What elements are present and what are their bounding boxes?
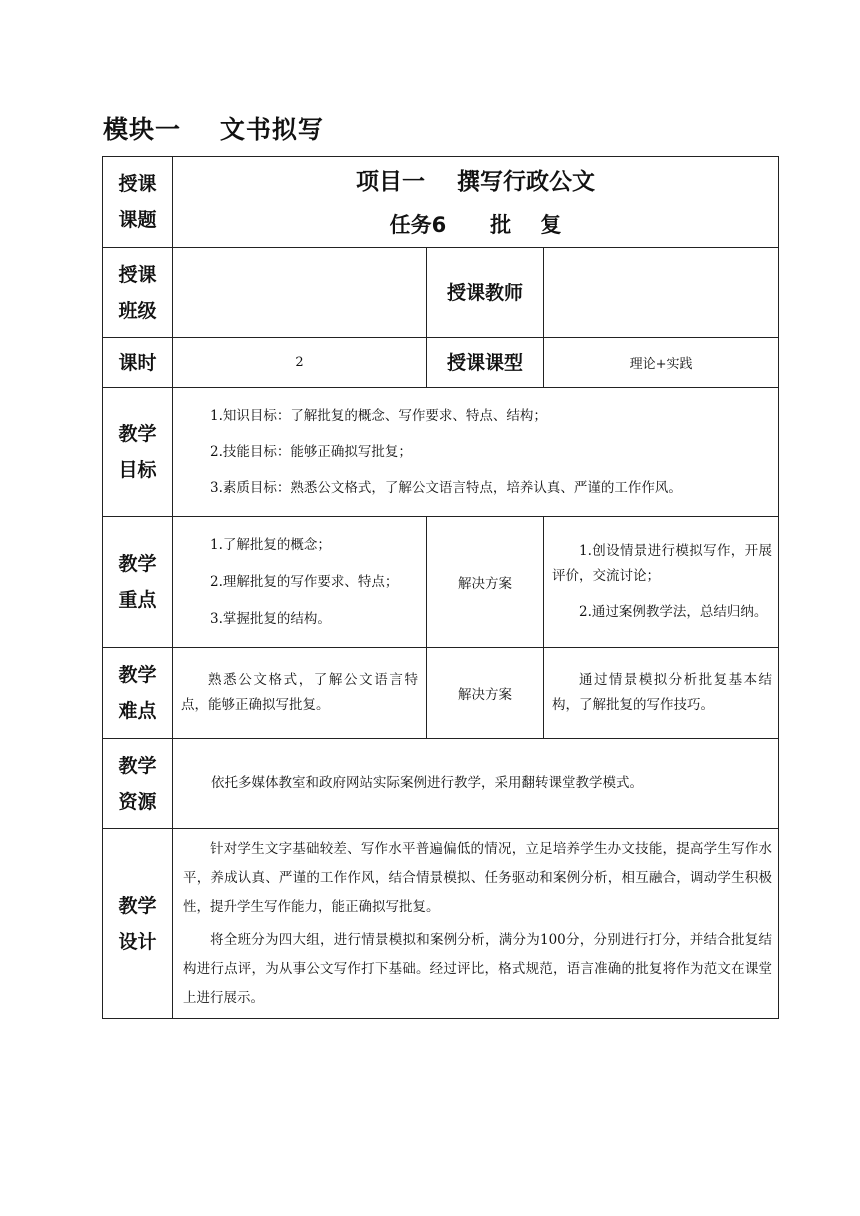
teacher-value — [544, 248, 779, 338]
class-label — [103, 248, 173, 338]
lesson-plan-table — [102, 156, 779, 1019]
design-row — [103, 829, 779, 1019]
difficulties-solution-label: 解决方案 — [427, 648, 544, 739]
hours-value: 2 — [173, 338, 427, 388]
key-points-solutions — [544, 517, 779, 648]
project-title: 项目一 撰写行政公文 — [356, 169, 596, 195]
label-line: 教学 — [118, 423, 157, 445]
label-line: 教学 — [118, 664, 157, 686]
key-points-label — [103, 517, 173, 648]
difficulties-content — [173, 648, 427, 739]
objectives-row — [103, 388, 779, 517]
label-line: 授课 — [118, 263, 157, 286]
design-content — [173, 829, 779, 1019]
topic-cell — [173, 157, 779, 248]
teacher-label: 授课教师 — [427, 248, 544, 338]
difficulties-label — [103, 648, 173, 739]
key-points-solution-label: 解决方案 — [427, 517, 544, 648]
topic-row — [103, 157, 779, 248]
module-heading: 模块一 文书拟写 — [103, 115, 324, 144]
key-point-item: 1.了解批复的概念； — [210, 536, 331, 553]
label-line: 课题 — [118, 209, 157, 231]
difficulties-solution — [544, 648, 779, 739]
hours-row — [103, 338, 779, 388]
label-line: 授课 — [118, 173, 157, 195]
resources-text: 依托多媒体教室和政府网站实际案例进行教学，采用翻转课堂教学模式。 — [211, 775, 643, 791]
lesson-type-value: 理论+实践 — [544, 338, 779, 388]
task-title: 任务6 批 复 — [389, 213, 562, 237]
resources-label — [103, 739, 173, 829]
key-points-content — [173, 517, 427, 648]
objective-item: 1.知识目标：了解批复的概念、写作要求、特点、结构； — [210, 408, 547, 424]
label-line: 教学 — [118, 553, 157, 575]
design-label — [103, 829, 173, 1019]
hours-label: 课时 — [103, 338, 173, 388]
label-line: 目标 — [118, 459, 157, 481]
resources-row — [103, 739, 779, 829]
label-line: 班级 — [118, 299, 157, 322]
solution-item: 1.创设情景进行模拟写作，开展评价，交流讨论； — [552, 543, 773, 584]
objective-item: 3.素质目标：熟悉公文格式，了解公文语言特点，培养认真、严谨的工作作风。 — [210, 480, 682, 496]
objectives-content — [173, 388, 779, 517]
objectives-label — [103, 388, 173, 517]
difficulty-solution-text: 通过情景模拟分析批复基本结构，了解批复的写作技巧。 — [552, 672, 773, 713]
label-line: 教学 — [118, 894, 157, 917]
lesson-type-label: 授课课型 — [427, 338, 544, 388]
design-paragraph: 将全班分为四大组，进行情景模拟和案例分析，满分为100分，分别进行打分，并结合批复结构进行点评，为从事公文写作打下基础。经过评比，格式规范，语言准确的批复将作为范文在课堂上进行展示。 — [183, 931, 773, 1006]
key-point-item: 3.掌握批复的结构。 — [210, 610, 331, 627]
label-line: 资源 — [118, 790, 157, 813]
topic-label — [103, 157, 173, 248]
key-points-row — [103, 517, 779, 648]
label-line: 教学 — [118, 754, 157, 777]
solution-item: 2.通过案例教学法，总结归纳。 — [579, 604, 768, 620]
label-line: 重点 — [118, 589, 157, 611]
design-paragraph: 针对学生文字基础较差、写作水平普遍偏低的情况，立足培养学生办文技能，提高学生写作水平，养成认真、严谨的工作作风，结合情景模拟、任务驱动和案例分析，相互融合，调动学生积极性，提升学生写作能力，能正确拟写批复。 — [183, 840, 773, 915]
objective-item: 2.技能目标：能够正确拟写批复； — [210, 444, 412, 460]
difficulties-row — [103, 648, 779, 739]
resources-content — [173, 739, 779, 829]
label-line: 设计 — [118, 930, 157, 953]
class-row — [103, 248, 779, 338]
difficulty-text: 熟悉公文格式，了解公文语言特点，能够正确拟写批复。 — [181, 672, 418, 713]
key-point-item: 2.理解批复的写作要求、特点； — [210, 573, 399, 590]
label-line: 难点 — [118, 700, 157, 722]
class-value — [173, 248, 427, 338]
